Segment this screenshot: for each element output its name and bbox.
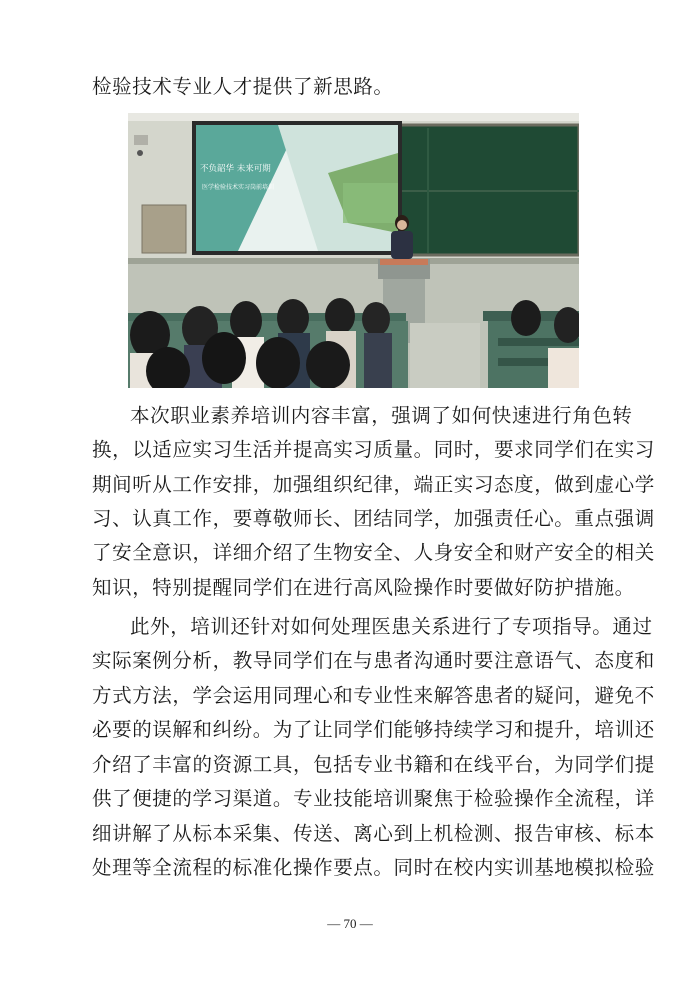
paragraph-1-line: 了安全意识，详细介绍了生物安全、人身安全和财产安全的相关 (92, 541, 655, 564)
paragraph-2-line: 必要的误解和纠纷。为了让同学们能够持续学习和提升，培训还 (92, 718, 655, 741)
slide-title-text: 不负韶华 未来可期 (200, 164, 271, 174)
paragraph-2-line: 细讲解了从标本采集、传送、离心到上机检测、报告审核、标本 (92, 822, 655, 845)
paragraph-2-line: 介绍了丰富的资源工具，包括专业书籍和在线平台，为同学们提 (92, 753, 655, 776)
body-text-line: 检验技术专业人才提供了新思路。 (92, 75, 394, 98)
page-number: — 70 — (327, 916, 373, 931)
paragraph-2-line: 实际案例分析，教导同学们在与患者沟通时要注意语气、态度和 (92, 649, 655, 672)
paragraph-2-line: 方式方法，学会运用同理心和专业性来解答患者的疑问，避免不 (92, 684, 655, 707)
paragraph-2-line: 处理等全流程的标准化操作要点。同时在校内实训基地模拟检验 (92, 856, 655, 879)
paragraph-1-line: 换，以适应实习生活并提高实习质量。同时，要求同学们在实习 (92, 438, 655, 461)
paragraph-2-line: 供了便捷的学习渠道。专业技能培训聚焦于检验操作全流程，详 (92, 787, 655, 810)
slide-subtitle-text: 医学检验技术实习岗前培训 (202, 184, 275, 191)
paragraph-1-line: 期间听从工作安排，加强组织纪律，端正实习态度，做到虚心学 (92, 473, 655, 496)
paragraph-1-line: 知识，特别提醒同学们在进行高风险操作时要做好防护措施。 (92, 576, 635, 599)
paragraph-2-line: 此外，培训还针对如何处理医患关系进行了专项指导。通过 (130, 615, 653, 638)
training-session-photo (128, 113, 579, 388)
paragraph-1-line: 本次职业素养培训内容丰富，强调了如何快速进行角色转 (130, 404, 633, 427)
paragraph-1-line: 习、认真工作，要尊敬师长、团结同学，加强责任心。重点强调 (92, 507, 655, 530)
